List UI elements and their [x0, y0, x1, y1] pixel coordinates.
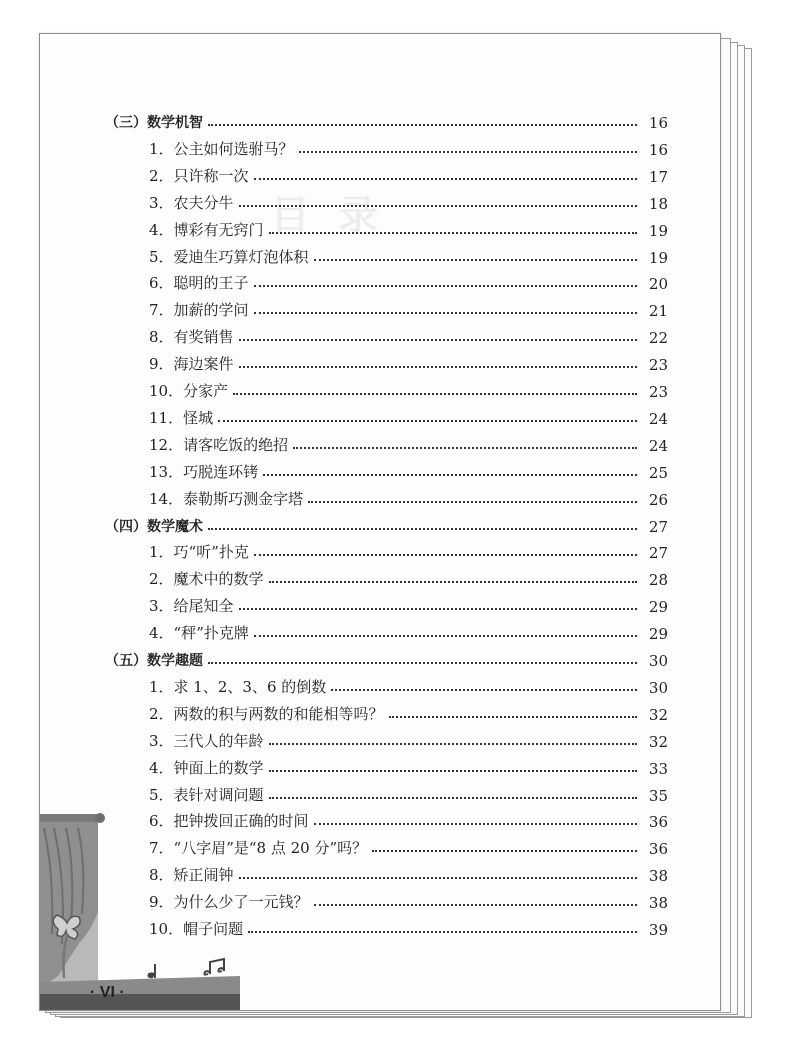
toc-entry	[40, 671, 720, 697]
toc-page-number: 22	[648, 329, 668, 348]
leader-dots	[208, 124, 637, 126]
toc-entry	[40, 483, 720, 509]
toc-entry-title: 11．怪城	[149, 408, 214, 427]
toc-page-number: 25	[648, 463, 668, 482]
toc-entry	[40, 375, 720, 401]
toc-entry	[40, 779, 720, 805]
toc-page-number: 29	[648, 625, 668, 644]
leader-dots	[218, 420, 637, 422]
toc-entry	[40, 241, 720, 267]
leader-dots	[372, 850, 637, 852]
toc-entry	[40, 617, 720, 643]
toc-page-number: 30	[648, 652, 668, 670]
leader-dots	[293, 447, 637, 449]
leader-dots	[239, 877, 637, 879]
toc-page-number: 26	[648, 490, 668, 509]
leader-dots	[314, 823, 637, 825]
leader-dots	[239, 366, 637, 368]
toc-page-number: 32	[648, 732, 668, 751]
toc-section	[40, 510, 720, 536]
leader-dots	[269, 770, 637, 772]
leader-dots	[299, 151, 637, 153]
toc-entry-title: 1．公主如何选驸马？	[149, 139, 294, 158]
toc-page-number: 21	[648, 302, 668, 321]
toc-entry-title: 9．海边案件	[149, 355, 234, 374]
toc-entry	[40, 832, 720, 858]
toc-page-number: 18	[648, 194, 668, 213]
toc-entry	[40, 429, 720, 455]
toc-entry-title: 1．求 1、2、3、6 的倒数	[149, 677, 327, 696]
toc-entry	[40, 886, 720, 912]
toc-entry	[40, 187, 720, 213]
toc-entry-title: 2．两数的积与两数的和能相等吗？	[149, 704, 384, 723]
toc-entry-title: 9．为什么少了一元钱？	[149, 893, 309, 912]
toc-entry-title: 1．巧“听”扑克	[149, 543, 249, 562]
leader-dots	[314, 259, 637, 261]
leader-dots	[239, 205, 637, 207]
toc-page-number: 27	[648, 544, 668, 563]
toc-entry	[40, 133, 720, 159]
toc-entry-title: 5．表针对调问题	[149, 785, 264, 804]
toc-page-number: 28	[648, 571, 668, 590]
toc-page-number: 24	[648, 409, 668, 428]
toc-page-number: 16	[648, 140, 668, 159]
toc-entry-title: 3．农夫分牛	[149, 193, 234, 212]
toc-entry-title: 6．聪明的王子	[149, 274, 249, 293]
toc-page-number: 23	[648, 383, 668, 401]
leader-dots	[239, 339, 637, 341]
toc-entry-title: 5．爱迪生巧算灯泡体积	[149, 247, 309, 266]
page-number-label: · VI ·	[90, 984, 125, 1001]
toc-entry-title: 10．帽子问题	[149, 920, 244, 938]
leader-dots	[269, 232, 637, 234]
toc-page-number: 29	[648, 598, 668, 617]
toc-entry-title: 8．有奖销售	[149, 328, 234, 347]
toc-page-number: 16	[648, 114, 668, 132]
bleed-through-heading: 目录	[270, 193, 406, 239]
toc-page-number: 19	[648, 221, 668, 240]
toc-entry	[40, 725, 720, 751]
toc-page-number: 35	[648, 786, 668, 805]
leader-dots	[389, 716, 637, 718]
leader-dots	[263, 474, 637, 476]
toc-entry	[40, 456, 720, 482]
leader-dots	[239, 608, 637, 610]
toc-entry-title: 7．“八字眉”是“8 点 20 分”吗？	[149, 839, 368, 858]
toc-section-title: （五）数学趣题	[105, 653, 203, 669]
leader-dots	[308, 501, 637, 503]
leader-dots	[254, 285, 637, 287]
toc-entry	[40, 805, 720, 831]
toc-entry	[40, 267, 720, 293]
toc-page-number: 36	[648, 840, 668, 859]
toc-entry-title: 3．三代人的年龄	[149, 731, 264, 750]
toc-entry	[40, 859, 720, 885]
leader-dots	[269, 581, 637, 583]
toc-entry-title: 10．分家产	[149, 382, 229, 400]
book-page	[39, 33, 721, 1011]
toc-entry	[40, 913, 720, 939]
leader-dots	[254, 635, 637, 637]
leader-dots	[208, 662, 637, 664]
toc-page-number: 24	[648, 436, 668, 455]
toc-section	[40, 644, 720, 670]
leader-dots	[331, 689, 637, 691]
toc-page-number: 36	[648, 813, 668, 832]
toc-entry	[40, 752, 720, 778]
toc-entry-title: 4．博彩有无窍门	[149, 220, 264, 239]
toc-section-title: （四）数学魔术	[105, 518, 203, 535]
toc-page-number: 20	[648, 275, 668, 294]
toc-entry	[40, 348, 720, 374]
toc-entry	[40, 214, 720, 240]
leader-dots	[254, 178, 637, 180]
toc-page-number: 23	[648, 356, 668, 375]
toc-page-number: 27	[648, 517, 668, 536]
toc-page-number: 30	[648, 678, 668, 697]
toc-page-number: 38	[648, 894, 668, 913]
leader-dots	[254, 312, 637, 314]
toc-entry-title: 2．魔术中的数学	[149, 570, 264, 589]
toc-entry-title: 3．给尾知全	[149, 597, 234, 616]
toc-entry-title: 7．加薪的学问	[149, 301, 249, 320]
leader-dots	[248, 931, 637, 933]
table-of-contents	[40, 34, 720, 1010]
leader-dots	[254, 554, 637, 556]
toc-entry	[40, 321, 720, 347]
toc-entry	[40, 590, 720, 616]
toc-entry-title: 6．把钟拨回正确的时间	[149, 812, 309, 831]
leader-dots	[269, 797, 637, 799]
toc-entry-title: 8．矫正闹钟	[149, 866, 234, 885]
toc-entry-title: 14．泰勒斯巧测金字塔	[149, 489, 304, 508]
toc-entry-title: 4．钟面上的数学	[149, 758, 264, 777]
toc-entry-title: 2．只许称一次	[149, 166, 249, 185]
toc-section	[40, 106, 720, 132]
toc-entry	[40, 160, 720, 186]
toc-entry-title: 4．“秤”扑克牌	[149, 624, 249, 643]
toc-page-number: 19	[648, 248, 668, 267]
toc-page-number: 17	[648, 167, 668, 186]
toc-entry	[40, 294, 720, 320]
toc-entry	[40, 698, 720, 724]
toc-page-number: 39	[648, 921, 668, 939]
toc-entry	[40, 402, 720, 428]
leader-dots	[269, 743, 637, 745]
toc-page-number: 38	[648, 867, 668, 886]
toc-page-number: 32	[648, 705, 668, 724]
toc-entry	[40, 536, 720, 562]
leader-dots	[314, 904, 637, 906]
toc-section-title: （三）数学机智	[105, 115, 203, 131]
toc-page-number: 33	[648, 759, 668, 778]
leader-dots	[208, 528, 637, 530]
toc-entry-title: 13．巧脱连环铐	[149, 462, 259, 481]
toc-entry	[40, 563, 720, 589]
leader-dots	[233, 393, 637, 395]
toc-entry-title: 12．请客吃饭的绝招	[149, 435, 289, 454]
